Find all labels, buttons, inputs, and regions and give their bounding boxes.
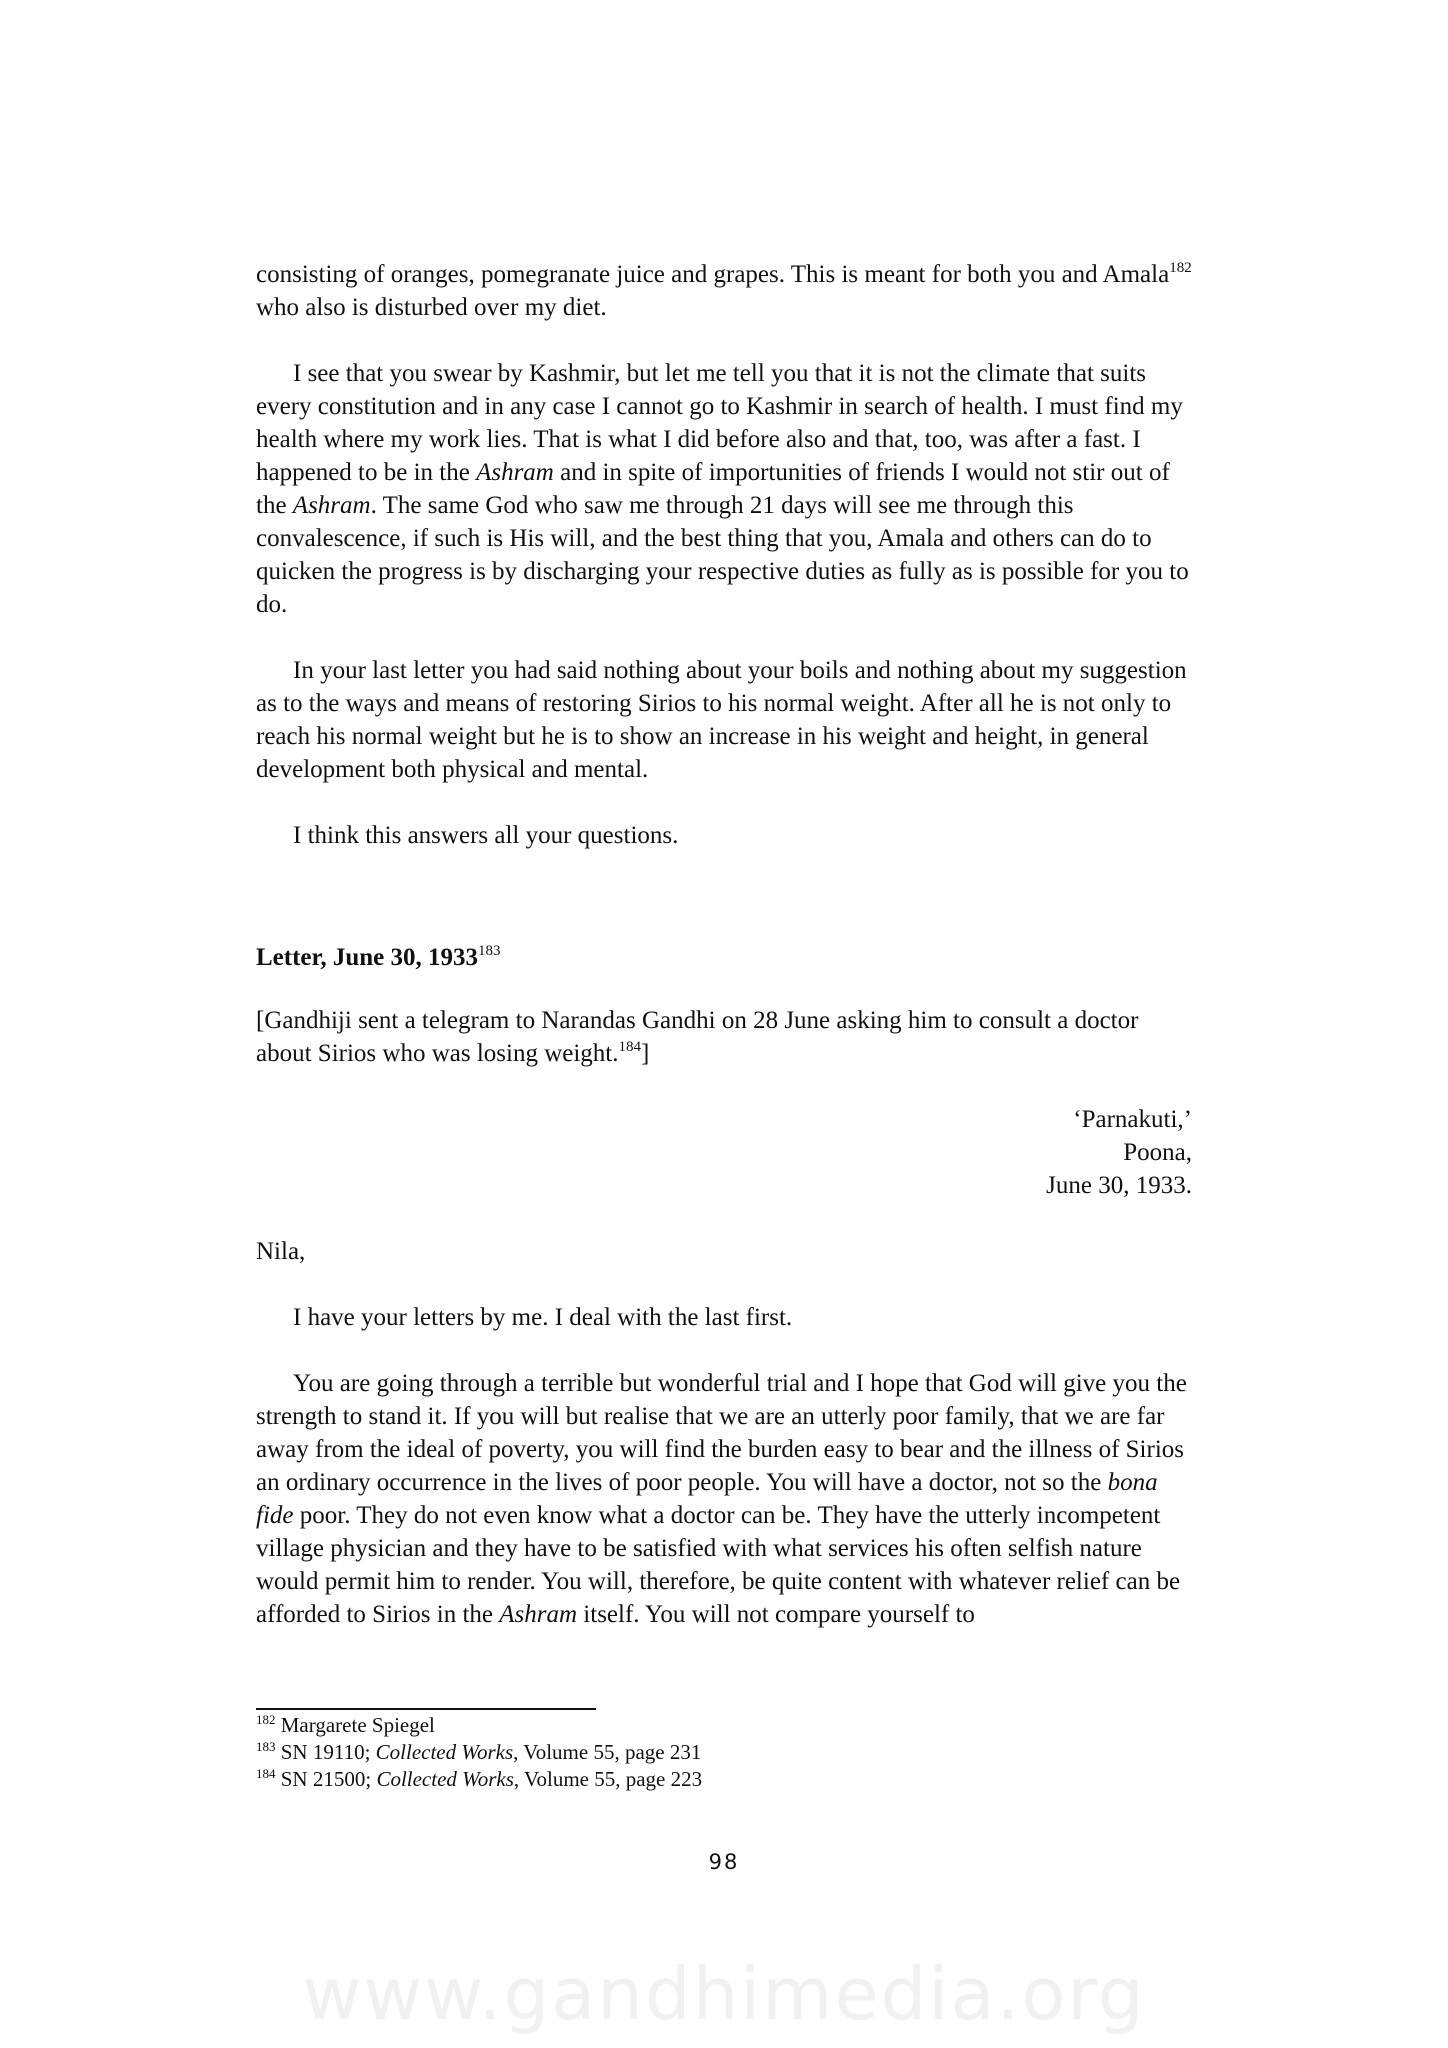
letter-heading-text: Letter, June 30, 1933 bbox=[256, 944, 478, 971]
footnote-number: 182 bbox=[256, 1712, 276, 1727]
salutation: Nila, bbox=[256, 1238, 306, 1265]
footnote-number: 183 bbox=[256, 1739, 276, 1754]
footnote-italic: Collected Works bbox=[376, 1767, 514, 1791]
footnote-text-end: , Volume 55, page 223 bbox=[513, 1767, 703, 1791]
boils-paragraph: In your last letter you had said nothing about your boils and nothing about my suggestion as to the ways and means of restoring Sirios to his normal weight. After all he is not only to reach his normal weight but he is to show an increase in his weight and height, in general development both physical and mental. bbox=[256, 657, 1187, 783]
kashmir-paragraph bbox=[256, 357, 1196, 621]
trial-italic-b: Ashram bbox=[499, 1601, 578, 1628]
editorial-note bbox=[256, 1004, 1196, 1070]
trial-text-a: You are going through a terrible but wonderful trial and I hope that God will give you the strength to stand it. If you will but realise that we are an utterly poor family, that we are far away from the ideal of poverty, you will find the burden easy to bear and the illness of Sirios an ordinary occurrence in the lives of poor people. You will have a doctor, not so the bbox=[256, 1370, 1187, 1496]
continuation-text-end: who also is disturbed over my diet. bbox=[256, 294, 607, 321]
editorial-note-close: ] bbox=[641, 1040, 650, 1067]
footnote-divider bbox=[256, 1708, 596, 1710]
trial-italic-a: bona fide bbox=[256, 1469, 1158, 1529]
kashmir-text-b: and in spite of importunities of friends I would not stir out of the bbox=[256, 459, 1170, 519]
footnote-182 bbox=[256, 1712, 702, 1739]
footnote-ref-183: 183 bbox=[477, 943, 501, 959]
continuation-paragraph bbox=[256, 258, 1196, 324]
footnote-ref-182: 182 bbox=[1169, 260, 1192, 276]
footnote-text: Margarete Spiegel bbox=[275, 1713, 435, 1737]
footnote-italic: Collected Works bbox=[375, 1740, 514, 1764]
footnote-text: SN 19110; bbox=[275, 1740, 376, 1764]
kashmir-italic-b: Ashram bbox=[292, 492, 371, 519]
footnotes bbox=[256, 1712, 702, 1793]
footnote-number: 184 bbox=[256, 1766, 276, 1781]
footnote-text: SN 21500; bbox=[275, 1767, 377, 1791]
editorial-note-text: [Gandhiji sent a telegram to Narandas Gandhi on 28 June asking him to consult a doctor about Sirios who was losing weight. bbox=[256, 1007, 1139, 1067]
trial-paragraph bbox=[256, 1367, 1196, 1631]
kashmir-text-c: . The same God who saw me through 21 days will see me through this convalescence, if such is His will, and the best thing that you, Amala and others can do to quicken the progress is by discharging your respective duties as fully as is possible for you to do. bbox=[256, 492, 1189, 618]
page-number: 98 bbox=[708, 1850, 740, 1874]
address-line-1: ‘Parnakuti,’ bbox=[1073, 1106, 1192, 1133]
footnote-184 bbox=[256, 1766, 702, 1793]
continuation-text: consisting of oranges, pomegranate juice and grapes. This is meant for both you and Amala bbox=[256, 261, 1170, 288]
letter-address bbox=[256, 1103, 1196, 1202]
letter-heading bbox=[256, 941, 1196, 974]
footnote-183 bbox=[256, 1739, 702, 1766]
letters-paragraph: I have your letters by me. I deal with the last first. bbox=[293, 1304, 793, 1331]
trial-text-b: poor. They do not even know what a doctor can be. They have the utterly incompetent village physician and they have to be satisfied with what services his often selfish nature would permit him to render. You will, therefore, be quite content with whatever relief can be afforded to Sirios in the bbox=[256, 1502, 1181, 1628]
footnote-text-end: , Volume 55, page 231 bbox=[513, 1740, 702, 1764]
page-body bbox=[256, 258, 1196, 1631]
kashmir-text-a: I see that you swear by Kashmir, but let me tell you that it is not the climate that suits every constitution and in any case I cannot go to Kashmir in search of health. I must find my health where my work lies. That is what I did before also and that, too, was after a fast. I happened to be in the bbox=[256, 360, 1183, 486]
trial-text-c: itself. You will not compare yourself to bbox=[577, 1601, 975, 1628]
address-line-3: June 30, 1933. bbox=[1046, 1172, 1192, 1199]
footnote-ref-184: 184 bbox=[618, 1039, 641, 1055]
address-line-2: Poona, bbox=[1123, 1139, 1192, 1166]
answers-paragraph: I think this answers all your questions. bbox=[293, 822, 679, 849]
kashmir-italic-a: Ashram bbox=[476, 459, 554, 486]
watermark: www.gandhimedia.org bbox=[302, 1952, 1146, 2036]
